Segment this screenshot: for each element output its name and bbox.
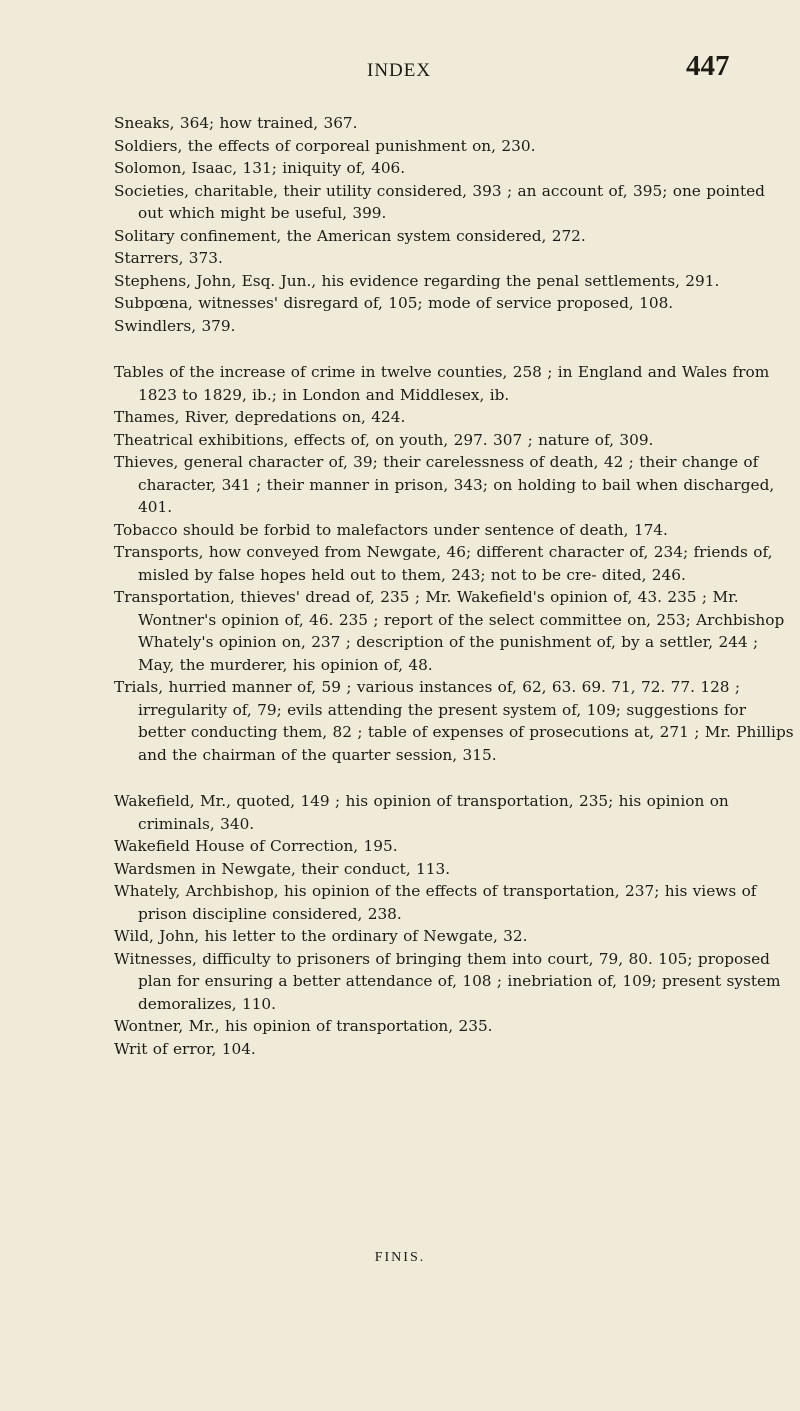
index-section-w (114, 790, 794, 1060)
index-entry: Trials, hurried manner of, 59 ; various instances of, 62, 63. 69. 71, 72. 77. 128 ; irregularity of, 79; evils attending the present system of, 109; suggestions for better conducting them, 82 ; table of expenses of prosecutions at, 271 ; Mr. Phillips and the chairman of the quarter session, 315. (114, 678, 794, 764)
index-entry: Theatrical exhibitions, effects of, on youth, 297. 307 ; nature of, 309. (114, 430, 654, 449)
running-title: INDEX (367, 60, 432, 81)
index-entry: Sneaks, 364; how trained, 367. (114, 114, 358, 132)
index-entry: Stephens, John, Esq. Jun., his evidence regarding the penal settlements, 291. (114, 271, 720, 290)
index-entry: Wild, John, his letter to the ordinary of Newgate, 32. (114, 927, 528, 945)
index-section-t (114, 361, 794, 766)
index-entry: Soldiers, the effects of corporeal punishment on, 230. (114, 136, 536, 155)
index-entry: Starrers, 373. (114, 249, 223, 267)
index-entry: Thames, River, depredations on, 424. (114, 408, 406, 426)
index-entry: Swindlers, 379. (114, 316, 236, 335)
page-number: 447 (686, 50, 730, 82)
index-section-s (114, 112, 794, 337)
index-entry: Whately, Archbishop, his opinion of the effects of transportation, 237; his views of prison discipline considered, 238. (114, 882, 757, 923)
index-entry: Writ of error, 104. (114, 1039, 256, 1058)
index-entry: Tables of the increase of crime in twelve counties, 258 ; in England and Wales from 1823 to 1829, ib.; in London and Middlesex, ib. (114, 363, 770, 404)
index-entry: Wardsmen in Newgate, their conduct, 113. (114, 859, 451, 878)
index-entry: Wakefield House of Correction, 195. (114, 837, 398, 855)
page-header (0, 46, 800, 86)
index-entry: Witnesses, difficulty to prisoners of bringing them into court, 79, 80. 105; proposed plan for ensuring a better attendance of, 108 ; inebriation of, 109; present system demoralizes, 110. (114, 949, 781, 1013)
index-entry: Solomon, Isaac, 131; iniquity of, 406. (114, 159, 406, 177)
index-entry: Tobacco should be forbid to malefactors under sentence of death, 174. (114, 520, 668, 539)
index-entry: Thieves, general character of, 39; their carelessness of death, 42 ; their change of character, 341 ; their manner in prison, 343; on holding to bail when discharged, 401. (114, 453, 775, 516)
index-entry: Subpœna, witnesses' disregard of, 105; mode of service proposed, 108. (114, 294, 674, 312)
index-entry: Transports, how conveyed from Newgate, 46; different character of, 234; friends of, misled by false hopes held out to them, 243; not to be cre- dited, 246. (114, 543, 773, 584)
finis: FINIS. (374, 1250, 426, 1265)
index-entry: Wakefield, Mr., quoted, 149 ; his opinion of transportation, 235; his opinion on criminals, 340. (114, 792, 729, 833)
index-entry: Transportation, thieves' dread of, 235 ; Mr. Wakefield's opinion of, 43. 235 ; Mr. Wontner's opinion of, 46. 235 ; report of the select committee on, 253; Archbishop Whately's opinion on, 237 ; description of the punishment of, by a settler, 244 ; May, the murderer, his opinion of, 48. (114, 588, 785, 674)
index-entry: Solitary confinement, the American system considered, 272. (114, 226, 586, 245)
index-entries (114, 112, 794, 1084)
index-entry: Wontner, Mr., his opinion of transportation, 235. (114, 1017, 493, 1035)
index-entry: Societies, charitable, their utility considered, 393 ; an account of, 395; one pointed out which might be useful, 399. (114, 181, 765, 222)
